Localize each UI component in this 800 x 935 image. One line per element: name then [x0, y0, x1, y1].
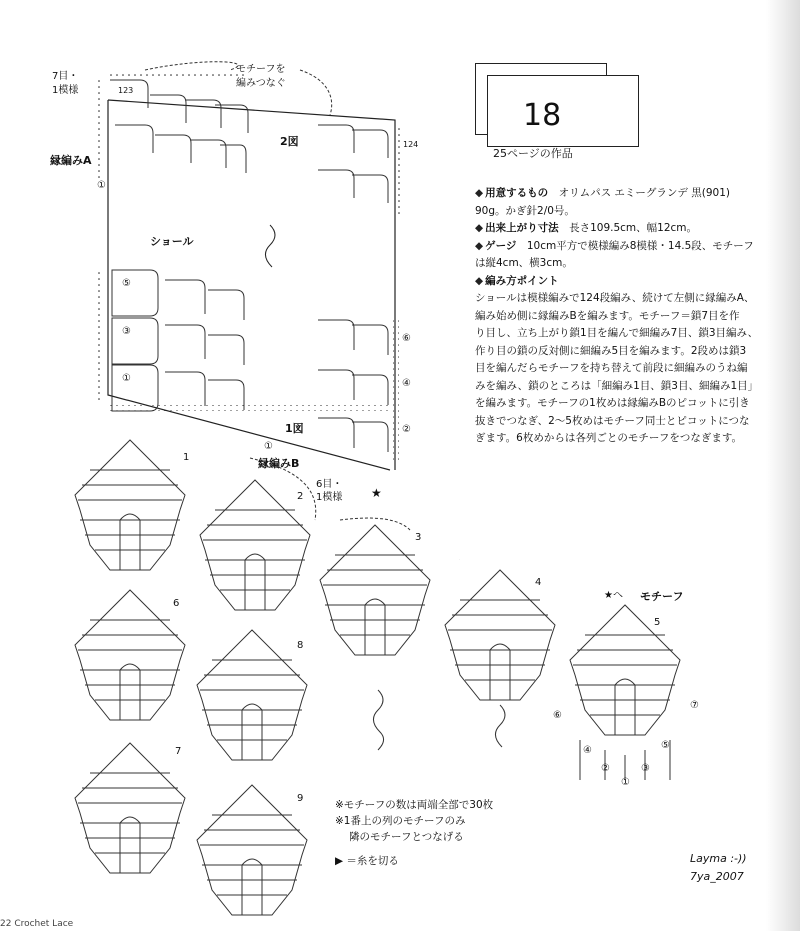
motif-5 [570, 605, 680, 735]
star-arrow-label: ★へ [604, 590, 623, 601]
star-icon: ★ [371, 486, 382, 500]
order-circle: ⑤ [661, 740, 670, 751]
order-circle: ④ [402, 378, 411, 389]
gauge-heading: ゲージ [485, 239, 517, 252]
count-124: 124 [403, 140, 419, 149]
join-motif-line1: モチーフを [236, 64, 286, 75]
fig1-label: 1図 [285, 422, 304, 435]
size-text: 長さ109.5cm、幅12cm。 [569, 222, 698, 234]
diamond-icon: ◆ [475, 274, 484, 287]
motif-4 [445, 570, 555, 700]
motif-9 [197, 785, 307, 915]
order-circle: ⑦ [690, 700, 699, 711]
notes-block [335, 797, 493, 869]
note-motif-count: ※モチーフの数は両端全部で30枚 [335, 799, 494, 811]
points-line: を編みます。モチーフの1枚めは縁編みBのピコットに引き [475, 397, 750, 409]
gauge-text: 10cm平方で模様編み8模様・14.5段、モチーフ [526, 239, 754, 252]
points-line: 抜きでつなぎ、2〜5枚めはモチーフ同士とピコットにつな [475, 414, 750, 427]
mesh-fig1 [318, 320, 399, 460]
motif-8 [197, 630, 307, 760]
continuation-squiggle-2 [495, 705, 505, 747]
order-circle: ⑥ [402, 333, 411, 344]
rows-per-repeat-line2: 1模様 [52, 85, 79, 96]
motif-number: 4 [535, 577, 542, 588]
order-circle: ⑤ [122, 278, 131, 289]
motif-number: 1 [183, 452, 190, 463]
shawl-label: ショール [150, 235, 194, 248]
mesh-left-mid [96, 270, 390, 411]
b-repeat-line1: 6目・ [316, 479, 343, 490]
join-motif-label [236, 63, 286, 91]
diamond-icon: ◆ [475, 187, 484, 199]
note-join: 隣のモチーフとつなげる [349, 831, 464, 843]
points-line: ぎます。6枚めからは各列ごとのモチーフをつなぎます。 [475, 432, 742, 444]
count-123: 123 [118, 86, 134, 95]
motif-7 [75, 743, 185, 873]
order-circle: ③ [641, 763, 650, 774]
pattern-number: 18 [523, 98, 562, 133]
pattern-number-box [475, 55, 650, 150]
motif-6 [75, 590, 185, 720]
page-footer: 22 Crochet Lace [0, 919, 74, 929]
edge-a-label: 縁編みA [50, 154, 92, 167]
motif-2 [200, 480, 310, 610]
order-circle: ⑥ [553, 710, 562, 721]
order-circle: ① [621, 777, 630, 788]
continuation-squiggle [373, 690, 383, 750]
join-motif-line2: 編みつなぐ [236, 78, 286, 89]
motif-number: 2 [297, 491, 304, 502]
b-repeat-label [316, 478, 342, 504]
rows-per-repeat-line1: 7目・ [52, 71, 79, 82]
order-circle: ① [97, 180, 106, 191]
instructions-block [475, 185, 795, 448]
order-circle: ① [122, 373, 131, 384]
materials-heading: 用意するもの [485, 187, 549, 199]
points-heading: 編み方ポイント [485, 274, 559, 287]
page-reference: 25ページの作品 [493, 147, 573, 160]
diamond-icon: ◆ [475, 222, 484, 234]
motif-number: 5 [654, 617, 661, 628]
number-frame [487, 75, 639, 147]
fig2-label: 2図 [280, 135, 299, 148]
points-line: 編み始め側に縁編みBを編みます。モチーフ＝鎖7目を作 [475, 309, 740, 322]
order-circle: ④ [583, 745, 592, 756]
motif-right-svg [420, 555, 730, 800]
cut-thread-icon: ▶ [335, 855, 344, 867]
motif-1 [75, 440, 185, 570]
diamond-icon: ◆ [475, 239, 484, 252]
motif-area-right [420, 555, 730, 800]
points-line: り目し、立ち上がり鎖1目を編んで細編み7目、鎖3目編み、 [475, 327, 759, 339]
shawl-outline [108, 100, 395, 470]
motif-number: 9 [297, 793, 304, 804]
motif-number: 8 [297, 640, 304, 651]
points-line: みを編み、鎖のところは「細編み1目、鎖3目、細編み1目」 [475, 379, 759, 392]
points-line: 目を編んだらモチーフを持ち替えて前段に細編みのうね編 [475, 362, 748, 374]
motif-title: モチーフ [640, 590, 684, 603]
materials-text-2: 90g。かぎ針2/0号。 [475, 204, 575, 217]
gauge-text-2: は縦4cm、横3cm。 [475, 257, 573, 269]
size-heading: 出来上がり寸法 [485, 222, 559, 234]
signature-line2: 7ya_2007 [690, 870, 744, 883]
mesh-fig2 [318, 125, 401, 215]
motif-3 [320, 525, 430, 655]
book-spine-shadow [766, 0, 800, 931]
cut-thread-legend: ＝糸を切る [346, 855, 399, 867]
dashed-join-2 [340, 518, 410, 530]
points-line: ショールは模様編みで124段編み、続けて左側に縁編みA、 [475, 292, 755, 304]
order-circle: ② [601, 763, 610, 774]
signature [690, 850, 747, 886]
motif-number: 6 [173, 598, 180, 609]
materials-text: オリムパス エミーグランデ 黒(901) [558, 187, 730, 199]
order-circle: ① [264, 441, 273, 452]
points-line: 作り目の鎖の反対側に細編み5目を編みます。2段めは鎖3 [475, 344, 747, 357]
order-circle: ② [402, 424, 411, 435]
signature-line1: Layma :-)) [690, 852, 747, 865]
b-repeat-line2: 1模様 [316, 492, 343, 503]
motif-number: 3 [415, 532, 422, 543]
edge-b-label: 縁編みB [258, 457, 300, 470]
order-circle: ③ [122, 326, 131, 337]
motif-number: 7 [175, 746, 182, 757]
note-top-row: ※1番上の列のモチーフのみ [335, 815, 466, 827]
rows-per-repeat-label [52, 70, 78, 98]
